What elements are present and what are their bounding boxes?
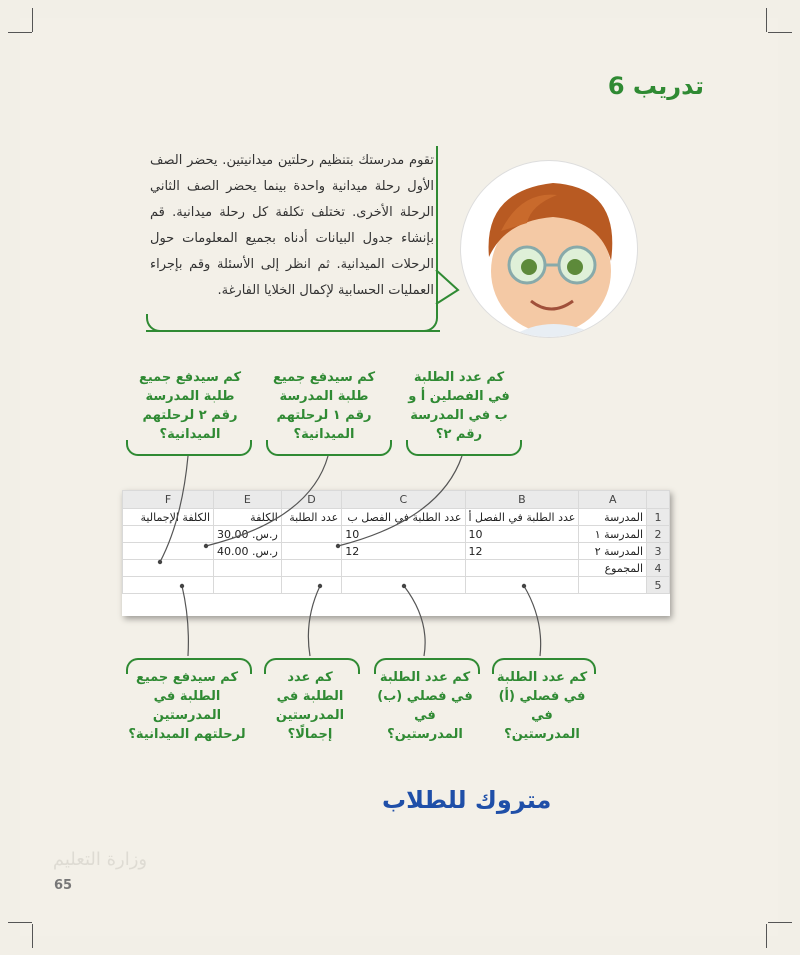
cell[interactable]: الكلفة الإجمالية [123, 509, 214, 526]
cell[interactable]: المدرسة ١ [579, 526, 647, 543]
cell[interactable]: 12 [342, 543, 465, 560]
cell[interactable]: المدرسة [579, 509, 647, 526]
cell[interactable]: عدد الطلبة في الفصل أ [465, 509, 579, 526]
cell[interactable] [123, 543, 214, 560]
page-number: 65 [54, 878, 73, 893]
cell[interactable] [465, 577, 579, 594]
callout-bottom-d: كم عدد الطلبة في المدرستين إجمالًا؟ [275, 670, 345, 742]
exercise-title: تدريب 6 [607, 72, 704, 100]
spreadsheet-grid [122, 490, 670, 594]
callout-bracket [266, 440, 392, 456]
callout-bracket [406, 440, 522, 456]
cell[interactable]: الكلفة [214, 509, 282, 526]
cell[interactable] [281, 526, 341, 543]
speech-bubble-tail [434, 268, 464, 308]
crop-mark [766, 8, 767, 32]
callout-bottom-c: كم عدد الطلبة في فصلي (ب) في المدرستين؟ [377, 670, 473, 742]
cell[interactable]: المدرسة ٢ [579, 543, 647, 560]
cell[interactable] [281, 577, 341, 594]
cell[interactable]: ر.س. 40.00 [214, 543, 282, 560]
left-for-students-text: متروك للطلاب [382, 786, 552, 814]
student-avatar [460, 160, 638, 338]
speech-bubble-bottom [146, 314, 440, 332]
cell[interactable]: عدد الطلبة [281, 509, 341, 526]
cell[interactable] [465, 560, 579, 577]
crop-mark [766, 924, 767, 948]
cell[interactable] [342, 560, 465, 577]
cell[interactable]: عدد الطلبة في الفصل ب [342, 509, 465, 526]
cell[interactable] [579, 577, 647, 594]
col-header[interactable]: F [123, 491, 214, 509]
ministry-watermark: وزارة التعليم [52, 849, 148, 870]
crop-mark [768, 32, 792, 33]
callout-top-f: كم سيدفع جميع طلبة المدرسة رقم ٢ لرحلتهم الميدانية؟ [138, 370, 242, 442]
cell[interactable] [214, 577, 282, 594]
row-header[interactable]: 3 [647, 543, 670, 560]
row-header[interactable]: 1 [647, 509, 670, 526]
col-header[interactable]: E [214, 491, 282, 509]
crop-mark [8, 32, 32, 33]
callout-bottom-b: كم عدد الطلبة في فصلي (أ) في المدرستين؟ [496, 670, 588, 742]
cell[interactable] [123, 577, 214, 594]
cell[interactable]: 10 [465, 526, 579, 543]
cell[interactable] [123, 526, 214, 543]
callout-top-e: كم سيدفع جميع طلبة المدرسة رقم ١ لرحلتهم الميدانية؟ [272, 370, 376, 442]
cell[interactable]: المجموع [579, 560, 647, 577]
row-header[interactable]: 5 [647, 577, 670, 594]
intro-paragraph: تقوم مدرستك بتنظيم رحلتين ميدانيتين. يحضر الصف الأول رحلة ميدانية واحدة بينما يحضر الصف الثاني الرحلة الأخرى. تختلف تكلفة كل رحلة ميدانية. قم بإنشاء جدول البيانات أدناه بجميع المعلومات حول الرحلات الميدانية. ثم انظر إلى الأسئلة وقم بإجراء العمليات الحسابية لإكمال الخلايا الفارغة. [150, 153, 434, 298]
crop-mark [768, 922, 792, 923]
cell[interactable]: 12 [465, 543, 579, 560]
callout-bracket [126, 440, 252, 456]
callout-bottom-f: كم سيدفع جميع الطلبة في المدرستين لرحلتهم الميدانية؟ [128, 670, 246, 742]
crop-mark [32, 8, 33, 32]
cell[interactable]: 10 [342, 526, 465, 543]
callout-top-c: كم عدد الطلبة في الفصلين أ و ب في المدرسة رقم ٢؟ [408, 370, 510, 442]
cell[interactable] [214, 560, 282, 577]
row-header[interactable]: 4 [647, 560, 670, 577]
spreadsheet [122, 490, 670, 616]
row-header[interactable]: 2 [647, 526, 670, 543]
cell[interactable]: ر.س. 30.00 [214, 526, 282, 543]
cell[interactable] [342, 577, 465, 594]
cell[interactable] [281, 543, 341, 560]
crop-mark [32, 924, 33, 948]
col-header[interactable]: A [579, 491, 647, 509]
col-header[interactable]: C [342, 491, 465, 509]
crop-mark [8, 922, 32, 923]
col-header[interactable]: D [281, 491, 341, 509]
cell[interactable] [281, 560, 341, 577]
cell[interactable] [123, 560, 214, 577]
col-header[interactable]: B [465, 491, 579, 509]
select-all-corner[interactable] [647, 491, 670, 509]
